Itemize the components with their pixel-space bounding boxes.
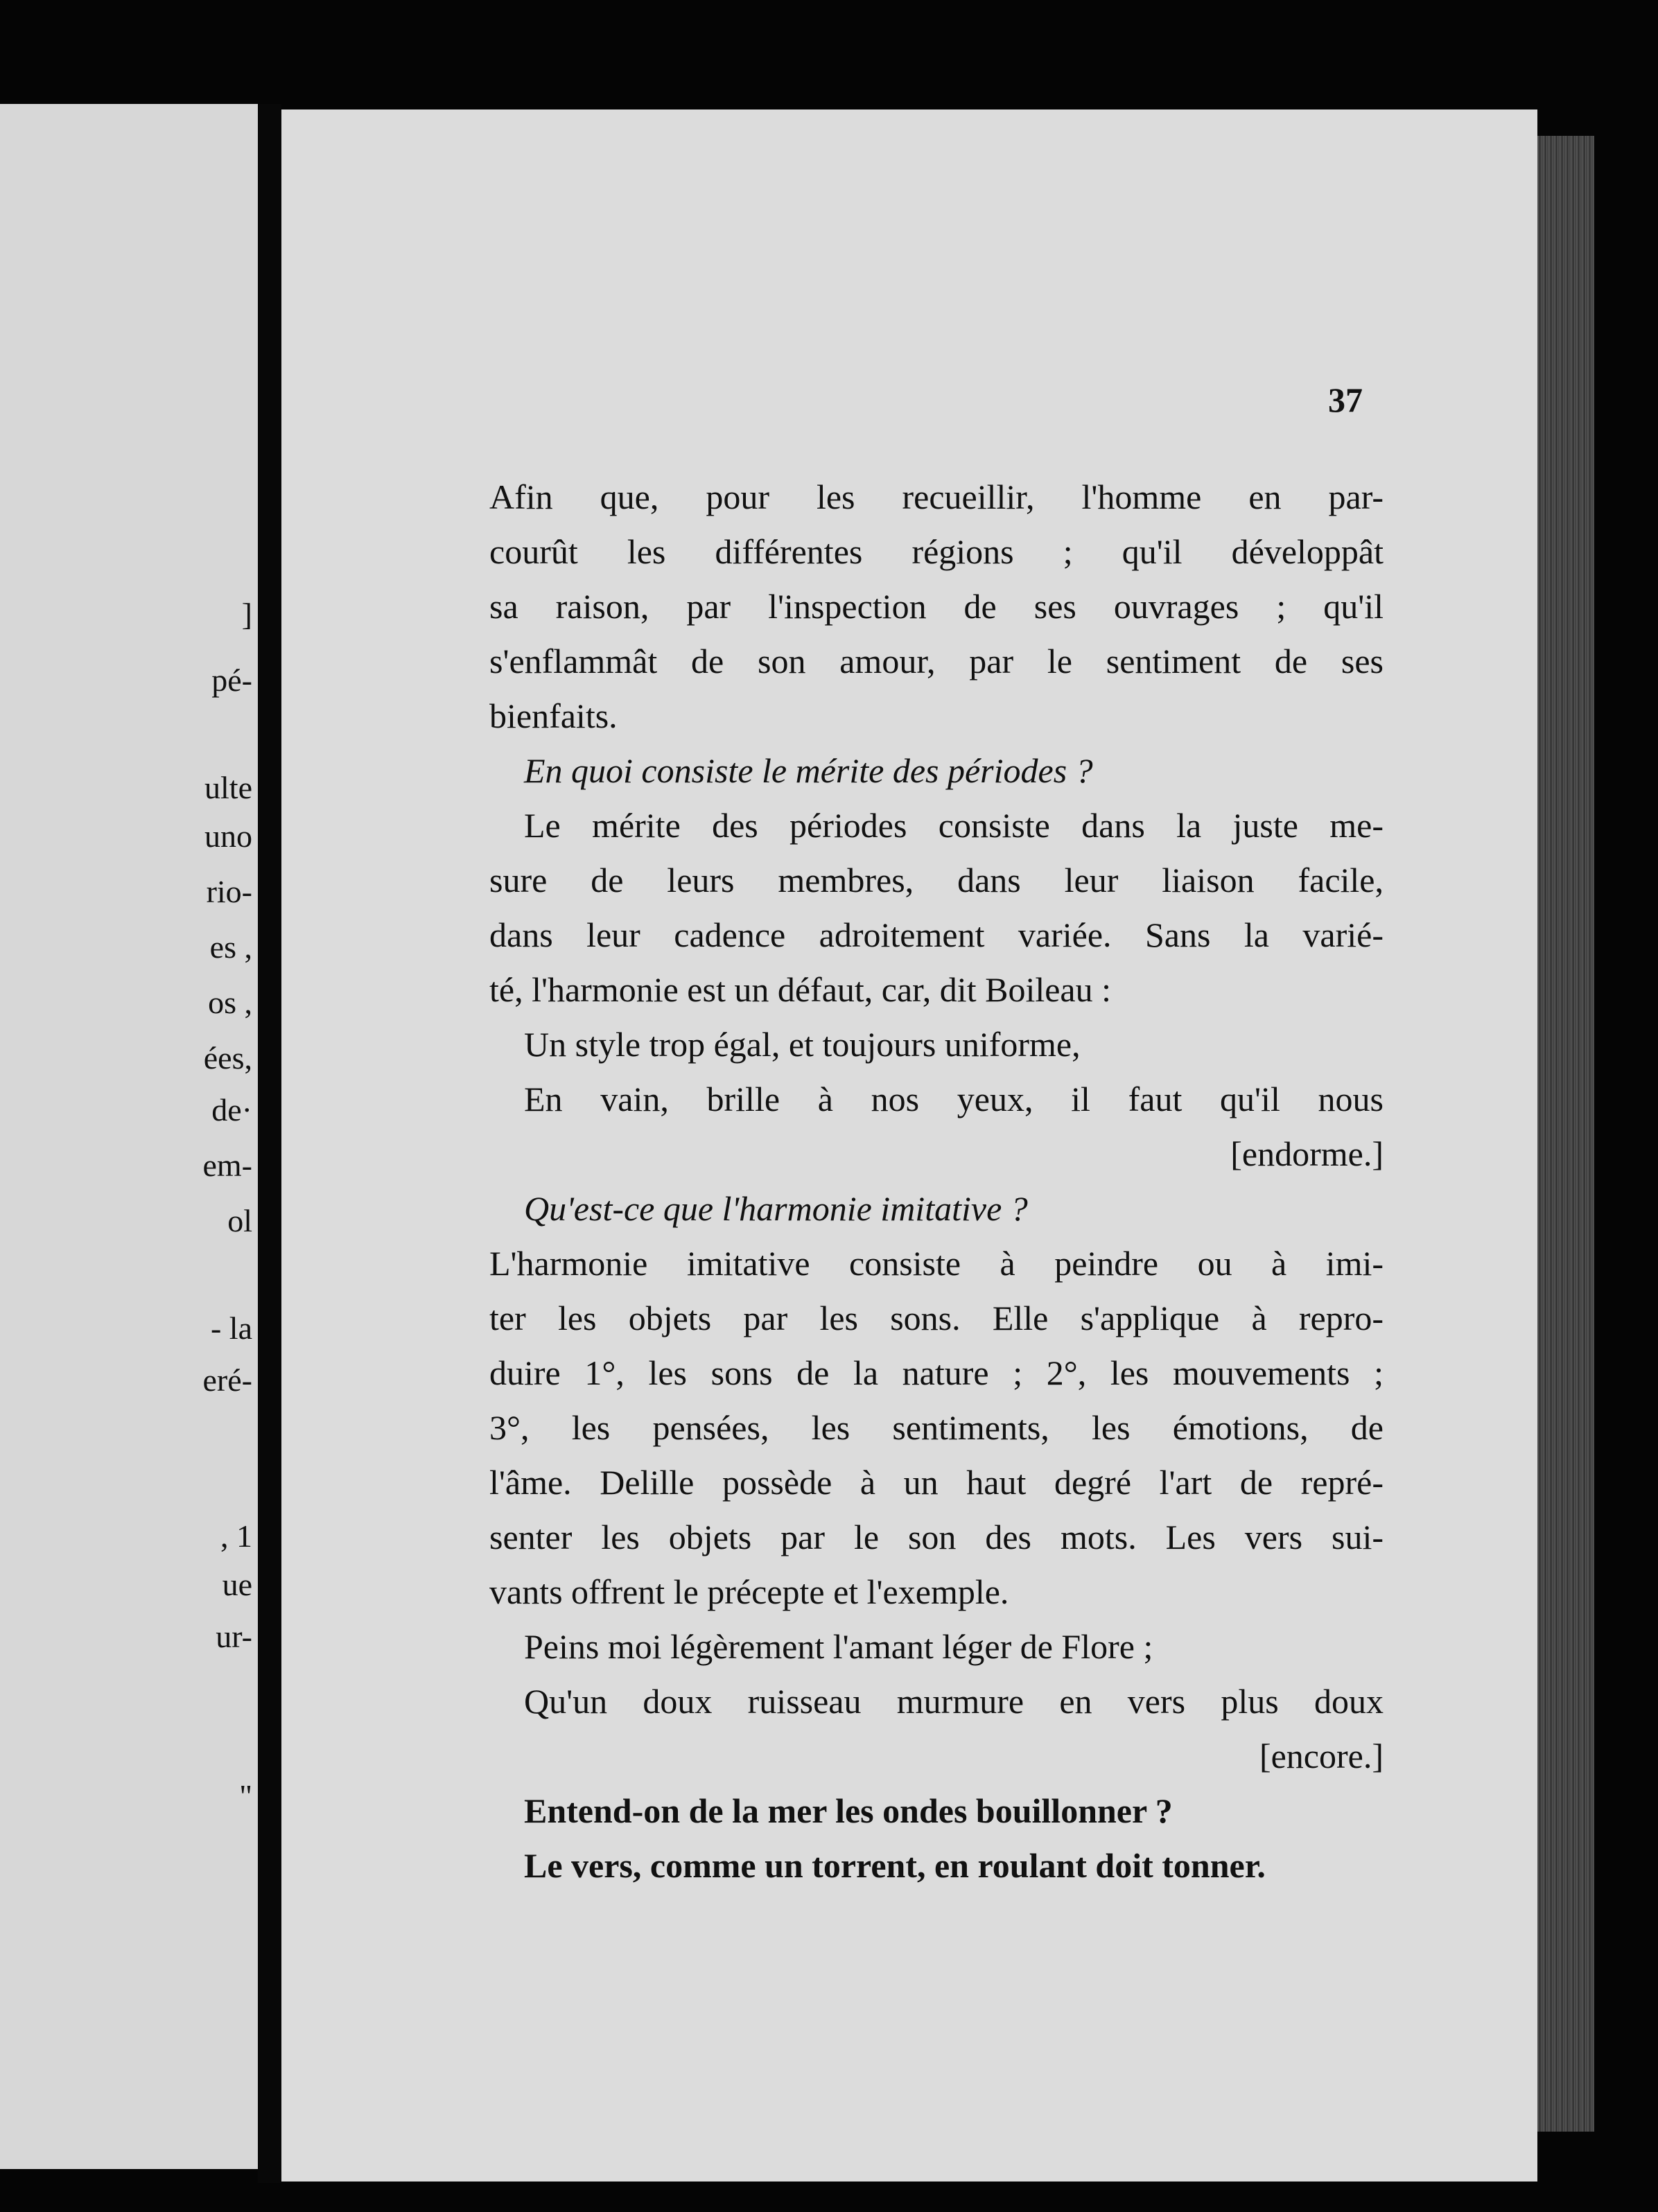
text-line: L'harmonie imitative consiste à peindre ou à imi- — [489, 1244, 1384, 1283]
left-page-fragment: " — [239, 1778, 252, 1814]
text-line: ter les objets par les sons. Elle s'applique à repro- — [489, 1299, 1384, 1337]
left-page-fragment: pé- — [211, 662, 252, 698]
left-page-fragment: rio- — [206, 874, 252, 909]
text-line: sa raison, par l'inspection de ses ouvrages ; qu'il — [489, 587, 1384, 626]
text-line: bienfaits. — [489, 696, 618, 735]
verse-overflow: [encore.] — [1259, 1737, 1384, 1775]
book-gutter — [258, 104, 281, 2183]
verse-line: Qu'un doux ruisseau murmure en vers plus doux — [524, 1682, 1384, 1721]
right-page — [281, 109, 1537, 2182]
text-line: senter les objets par le son des mots. Les vers sui- — [489, 1518, 1384, 1556]
left-page-fragment: , 1 — [220, 1518, 252, 1554]
left-page-fragment: os , — [208, 985, 252, 1020]
left-page-fragment: ur- — [216, 1619, 252, 1654]
verse-overflow: [endorme.] — [1230, 1134, 1384, 1173]
question-heading: Qu'est-ce que l'harmonie imitative ? — [524, 1189, 1028, 1228]
text-line: l'âme. Delille possède à un haut degré l'art de repré- — [489, 1463, 1384, 1502]
text-line: té, l'harmonie est un défaut, car, dit Boileau : — [489, 970, 1111, 1009]
text-line: duire 1°, les sons de la nature ; 2°, les mouvements ; — [489, 1353, 1384, 1392]
left-page-fragment: uno — [204, 818, 252, 854]
text-line: Afin que, pour les recueillir, l'homme en par- — [489, 477, 1384, 516]
left-page-fragment: es , — [209, 929, 252, 965]
text-line: 3°, les pensées, les sentiments, les émotions, de — [489, 1408, 1384, 1447]
text-line: courût les différentes régions ; qu'il développât — [489, 532, 1384, 571]
verse-line: Entend-on de la mer les ondes bouillonner ? — [524, 1791, 1173, 1830]
question-heading: En quoi consiste le mérite des périodes ? — [524, 751, 1093, 790]
left-page-fragment: eré- — [202, 1362, 252, 1398]
text-line: dans leur cadence adroitement variée. Sans la varié- — [489, 915, 1384, 954]
body-text — [489, 470, 1384, 1893]
page-number: 37 — [1328, 380, 1363, 419]
verse-line: Peins moi légèrement l'amant léger de Flore ; — [524, 1627, 1153, 1666]
left-page-fragment: ol — [227, 1203, 252, 1238]
left-page-fragment: ulte — [204, 770, 252, 805]
left-page-fragment: ue — [222, 1567, 252, 1602]
left-page — [0, 104, 258, 2169]
text-line: sure de leurs membres, dans leur liaison facile, — [489, 861, 1384, 899]
left-page-fragment: ] — [241, 597, 252, 632]
text-line: Le mérite des périodes consiste dans la juste me- — [524, 806, 1384, 845]
verse-line: Un style trop égal, et toujours uniforme, — [524, 1025, 1081, 1064]
verse-line: Le vers, comme un torrent, en roulant doit tonner. — [524, 1846, 1266, 1885]
text-line: vants offrent le précepte et l'exemple. — [489, 1572, 1009, 1611]
left-page-fragment: de· — [211, 1092, 252, 1127]
left-page-fragment: em- — [202, 1148, 252, 1183]
left-page-fragment: ées, — [203, 1040, 252, 1076]
text-line: s'enflammât de son amour, par le sentiment de ses — [489, 642, 1384, 681]
verse-line: En vain, brille à nos yeux, il faut qu'il nous — [524, 1080, 1384, 1118]
left-page-fragment: - la — [210, 1310, 252, 1346]
